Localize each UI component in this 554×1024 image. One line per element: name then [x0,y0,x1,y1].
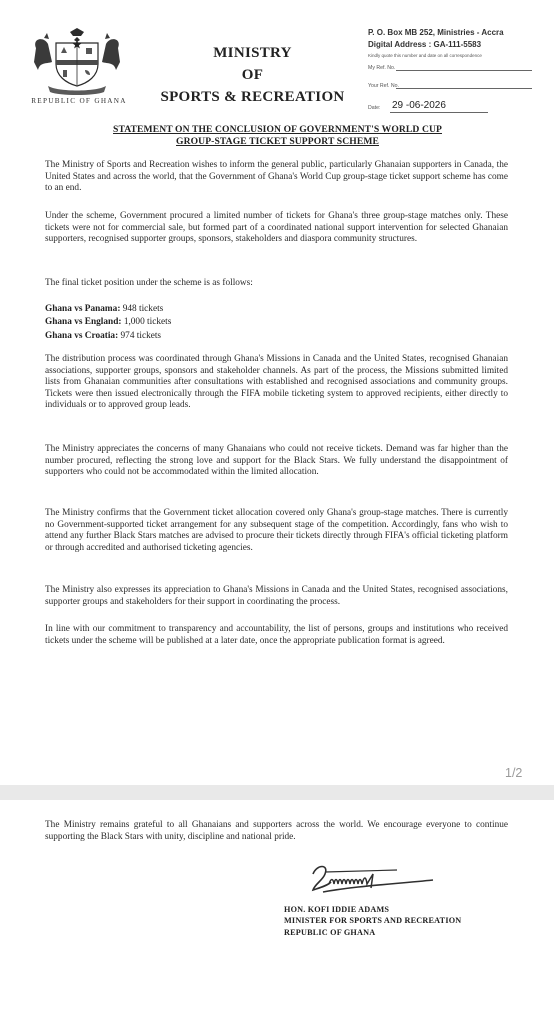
your-ref-row [368,76,538,94]
your-ref-label: Your Ref. No. [368,83,399,89]
ticket-item [45,330,171,343]
ministry-title-line: MINISTRY [213,45,292,61]
ticket-count: 974 tickets [120,330,162,341]
ticket-match: Ghana vs Panama: [45,304,121,314]
signatory-name: HON. KOFI IDDIE ADAMS [284,905,390,914]
paragraph: The Ministry appreciates the concerns of many Ghanaians who could not receive tickets. Demand was far higher than the number procured, reflecting the strong love and support for the Black Stars. We fully understand the disappointment of supporters who could not be accommodated within the limited allocation. [45,444,508,478]
quote-reference-note: Kindly quote this number and date on all correspondence [368,53,482,58]
handwritten-signature [305,860,445,902]
ticket-count: 948 tickets [122,304,164,314]
paragraph: The distribution process was coordinated through Ghana's Missions in Canada and the United States, recognised Ghanaian associations, supporter groups, sponsors and stakeholder channels. As part of the process, the Missions submitted limited lists from Ghanaian communities after consultations with established and recognised associations and community groups. Tickets were then issued electronically through the FIFA mobile ticketing system to approved recipients, either directly to individuals or to approved group leads. [45,354,508,411]
ticket-list [45,303,171,343]
statement-title-line: STATEMENT ON THE CONCLUSION OF GOVERNMENT'S WORLD CUP [113,124,442,135]
ministry-title-line: OF [241,67,264,83]
your-ref-line [396,88,532,89]
ticket-match: Ghana vs England: [45,317,122,328]
page-indicator: 1/2 [505,766,523,780]
statement-title-line: GROUP-STAGE TICKET SUPPORT SCHEME [176,136,379,147]
letterhead-meta [368,27,538,115]
paragraph: The Ministry also expresses its appreciation to Ghana's Missions in Canada and the United States, recognised associations, supporter groups and stakeholders for their support in coordinating the process. [45,585,508,607]
my-ref-label: My Ref. No. [368,65,396,71]
date-label: Date: [368,105,381,111]
closing-paragraph: The Ministry remains grateful to all Ghanaians and supporters across the world. We encourage everyone to continue supporting the Black Stars with unity, discipline and national pride. [45,820,508,842]
ministry-title [150,42,355,108]
signatory-country: REPUBLIC OF GHANA [284,927,376,937]
ministry-title-line: SPORTS & RECREATION [160,89,345,105]
paragraph: The Ministry confirms that the Government ticket allocation covered only Ghana's group-stage matches. There is currently no Government-supported ticket arrangement for any subsequent stage of the competition. Accordingly, fans who wish to attend any further Black Stars matches are advised to procure their tickets directly through FIFA's official ticketing platform or through accredited and authorised ticketing agencies. [45,508,508,553]
signatory-block [284,904,461,938]
page-separator [0,785,554,800]
my-ref-row [368,58,538,76]
digital-address: Digital Address : GA-111-5583 [368,40,482,49]
paragraph: In line with our commitment to transparency and accountability, the list of persons, groups and institutions who received tickets under the scheme will be published at a later date, once the appropriate publication format is agreed. [45,624,508,646]
paragraph: Under the scheme, Government procured a limited number of tickets for Ghana's three group-stage matches only. These tickets were not for commercial sale, but formed part of a coordinated national support intervention for selected Ghanaian supporters, recognised supporter groups, sponsors, stakeholders and diaspora community structures. [45,211,508,245]
signatory-title: MINISTER FOR SPORTS AND RECREATION [284,916,462,926]
date-line [390,112,488,113]
date-row [368,97,538,115]
ticket-match: Ghana vs Croatia: [45,330,119,341]
date-value: 29 -06-2026 [392,100,446,111]
paragraph: The Ministry of Sports and Recreation wishes to inform the general public, particularly Ghanaian supporters in Canada, the United States and across the world, that the Government of Ghana's World Cup group-stage ticket support scheme has come to an end. [45,160,508,194]
statement-title [40,124,515,148]
po-box-address: P. O. Box MB 252, Ministries - Accra [368,28,504,37]
ticket-item [45,316,171,329]
ghana-coat-of-arms-icon [30,28,124,96]
ticket-count: 1,000 tickets [123,317,172,328]
my-ref-line [396,70,532,71]
paragraph: The final ticket position under the scheme is as follows: [45,278,253,288]
republic-label: REPUBLIC OF GHANA [31,97,127,105]
ticket-item [45,303,171,316]
